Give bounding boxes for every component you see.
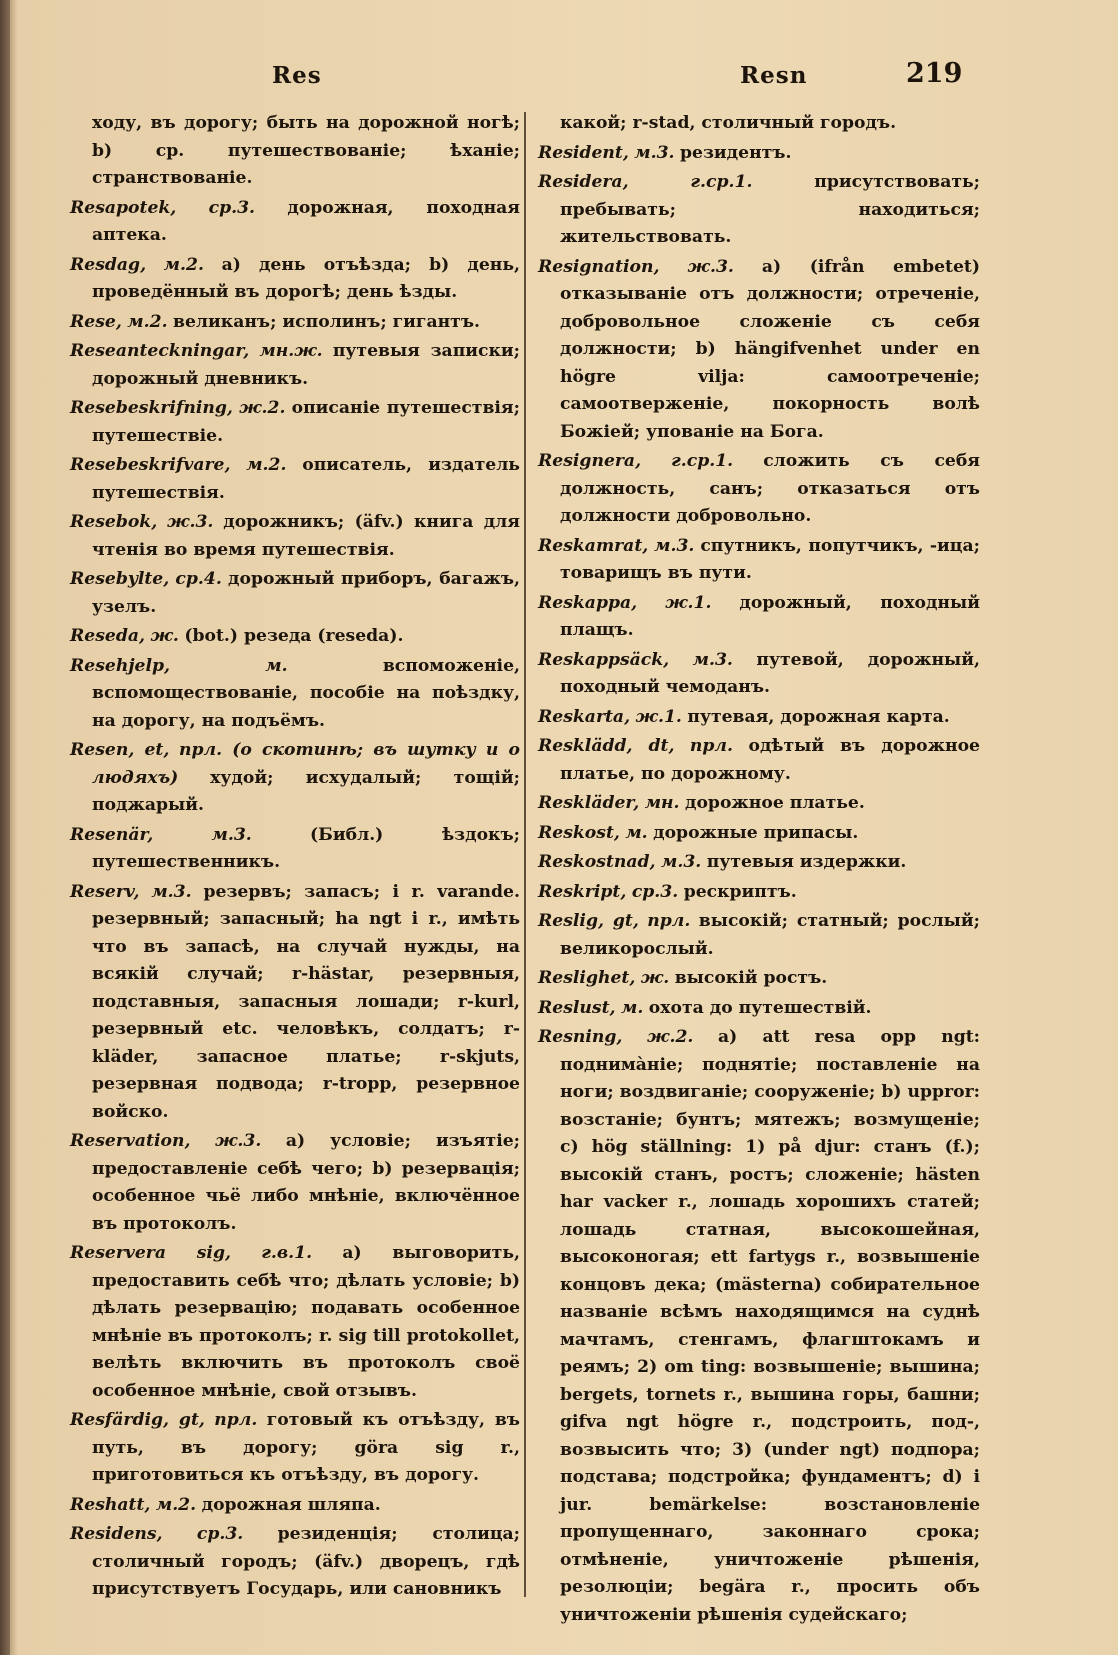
- definition: путевыя издержки.: [706, 852, 907, 872]
- definition: резидентъ.: [680, 142, 792, 163]
- grammar-label: ж.1.: [665, 592, 712, 613]
- headword: Reskostnad,: [538, 852, 656, 872]
- headword: Reskläder,: [538, 793, 640, 813]
- headword: Resebylte,: [70, 569, 170, 589]
- dictionary-entry: [538, 169, 980, 252]
- headword: Reservation,: [70, 1131, 191, 1151]
- left-guide-word: Res: [272, 62, 322, 89]
- grammar-label: ж.3.: [214, 1131, 262, 1151]
- definition: резиденція; столица; столичный городъ; (äfv.) дворецъ, гдѣ присутствуетъ Государь, или сановникъ: [92, 1524, 520, 1599]
- grammar-label: м.2.: [127, 311, 168, 332]
- headword: Reskappsäck,: [538, 649, 670, 670]
- book-spine-shadow: [0, 0, 10, 1655]
- headword: Resebok,: [70, 512, 158, 532]
- definition: дорожный приборъ, багажъ, узелъ.: [92, 569, 520, 617]
- dictionary-entry: [70, 1407, 520, 1490]
- grammar-label: мн.: [644, 793, 680, 813]
- dictionary-entry: [538, 590, 980, 645]
- definition: ходу, въ дорогу; быть на дорожной ногѣ; b) ср. путешествованіе; ѣханіе; странствованіе.: [92, 113, 520, 188]
- definition: (Библ.) ѣздокъ; путешественникъ.: [92, 824, 520, 872]
- headword: Resebeskrifvare,: [70, 455, 231, 475]
- grammar-label: ср.3.: [631, 881, 679, 902]
- grammar-label: ср.3.: [208, 197, 256, 218]
- definition: (bot.) резеда (reseda).: [184, 626, 404, 646]
- dictionary-entry: [70, 623, 520, 651]
- dictionary-entry: [538, 254, 980, 447]
- dictionary-entry: [70, 653, 520, 736]
- headword: Rese,: [70, 311, 122, 332]
- dictionary-entry: [70, 110, 520, 193]
- column-divider: [524, 112, 526, 1597]
- headword: Reserv,: [70, 881, 140, 902]
- headword: Resdag,: [70, 254, 147, 275]
- definition: дорожникъ; (äfv.) книга для чтенія во время путешествія.: [92, 512, 521, 560]
- grammar-label: прл.: [689, 736, 733, 756]
- grammar-label: ж.3.: [687, 256, 734, 277]
- grammar-label: г.в.1.: [261, 1243, 313, 1263]
- grammar-label: ж.2.: [239, 398, 286, 418]
- dictionary-entry: [538, 965, 980, 993]
- headword: Resehjelp,: [70, 655, 171, 676]
- grammar-label: прл.: [647, 911, 691, 931]
- headword: Reskost,: [538, 822, 620, 843]
- page-header: [0, 58, 1118, 98]
- grammar-label: ж.: [640, 968, 670, 988]
- headword: Residera,: [538, 172, 629, 192]
- grammar-label: ср.4.: [175, 569, 222, 589]
- right-guide-word: Resn: [740, 62, 808, 89]
- grammar-label: м.2.: [163, 254, 204, 275]
- headword: Reslighet,: [538, 968, 636, 988]
- dictionary-entry: [70, 1240, 520, 1405]
- headword: Reskarta,: [538, 706, 631, 727]
- dictionary-entry: [70, 737, 520, 820]
- definition: a) условіе; изъятіе; предоставленіе себѣ чего; b) резервація; особенное чьё либо мнѣніе, включённое въ протоколъ.: [92, 1131, 521, 1234]
- dictionary-entry: [70, 822, 520, 877]
- dictionary-entry: [538, 1024, 980, 1629]
- headword: Resebeskrifning,: [70, 398, 233, 418]
- left-column: [70, 110, 520, 1606]
- dictionary-entry: [538, 647, 980, 702]
- grammar-label: м.: [621, 997, 644, 1018]
- definition: сложить съ себя должность, санъ; отказаться отъ должности добровольно.: [560, 451, 981, 526]
- definition: охота до путешествій.: [648, 997, 872, 1018]
- dictionary-entry: [538, 140, 980, 168]
- grammar-label: г.ср.1.: [690, 172, 753, 192]
- grammar-label: м.3.: [211, 824, 252, 845]
- definition: путевой, дорожный, походный чемоданъ.: [560, 649, 981, 697]
- headword: Reslust,: [538, 997, 616, 1018]
- definition: дорожный, походный плащъ.: [560, 592, 980, 640]
- definition: путевая, дорожная карта.: [687, 706, 950, 727]
- headword: Resklädd, dt,: [538, 736, 675, 756]
- dictionary-entry: [70, 338, 520, 393]
- grammar-label: прл.: [214, 1410, 258, 1430]
- grammar-label: м.3.: [654, 535, 695, 556]
- headword: Reseda,: [70, 626, 145, 646]
- grammar-label: м.3.: [661, 852, 702, 872]
- grammar-label: г.ср.1.: [671, 451, 734, 471]
- dictionary-entry: [538, 448, 980, 531]
- grammar-label: м.: [265, 655, 288, 676]
- headword: Resfärdig, gt,: [70, 1410, 205, 1430]
- grammar-label: м.2.: [155, 1494, 197, 1515]
- dictionary-entry: [538, 110, 980, 138]
- headword: Reservera sig,: [70, 1243, 231, 1263]
- headword: Reskamrat,: [538, 535, 649, 556]
- headword: Reseanteckningar,: [70, 341, 250, 361]
- headword: Reskappa,: [538, 592, 638, 613]
- dictionary-entry: [70, 879, 520, 1127]
- headword: Resapotek,: [70, 197, 177, 218]
- grammar-label: м.2.: [246, 455, 287, 475]
- right-column: [538, 110, 980, 1631]
- dictionary-entry: [70, 452, 520, 507]
- dictionary-entry: [70, 1492, 520, 1520]
- headword: Reslig, gt,: [538, 911, 639, 931]
- dictionary-entry: [70, 1128, 520, 1238]
- dictionary-entry: [538, 995, 980, 1023]
- definition: спутникъ, попутчикъ, -ица; товарищъ въ пути.: [560, 535, 980, 583]
- grammar-label: м.3.: [692, 649, 733, 670]
- grammar-label: м.: [625, 822, 648, 843]
- definition: описатель, издатель путешествія.: [92, 455, 520, 503]
- dictionary-entry: [70, 252, 520, 307]
- grammar-label: ж.: [150, 626, 179, 646]
- grammar-label: мн.ж.: [259, 341, 323, 361]
- dictionary-entry: [70, 195, 520, 250]
- definition: дорожные припасы.: [653, 822, 859, 843]
- headword: Resignation,: [538, 256, 660, 277]
- headword: Resning,: [538, 1027, 623, 1047]
- definition: вспоможеніе, вспомоществованіе, пособіе на поѣздку, на дорогу, на подъёмъ.: [92, 655, 521, 731]
- headword: Resenär,: [70, 824, 154, 845]
- grammar-label: м.3.: [151, 881, 192, 902]
- dictionary-entry: [538, 820, 980, 848]
- dictionary-entry: [70, 1521, 520, 1604]
- dictionary-entry: [538, 704, 980, 732]
- grammar-label: м.3.: [634, 142, 675, 163]
- definition: великанъ; исполинъ; гигантъ.: [173, 311, 480, 332]
- definition: дорожная, походная аптека.: [92, 197, 520, 245]
- headword: Reskript,: [538, 881, 627, 902]
- definition: описаніе путешествія; путешествіе.: [92, 398, 520, 446]
- definition: резервъ; запасъ; i r. varande. резервный; запасный; ha ngt i r., имѣть что въ запасѣ, на случай нужды, на всякій случай; r-hästar, резервныя, подставныя, запасныя лошади; r-kurl, резервный etc. человѣкъ, солдатъ; r-kläder, запасное платье; r-skjuts, резервная подвода; r-tropp, резервное войско.: [92, 881, 520, 1122]
- dictionary-entry: [70, 566, 520, 621]
- dictionary-entry: [70, 395, 520, 450]
- definition: a) день отъѣзда; b) день, проведённый въ дорогѣ; день ѣзды.: [92, 254, 521, 302]
- definition: дорожная шляпа.: [201, 1494, 381, 1515]
- grammar-label: ср.3.: [196, 1524, 244, 1544]
- definition: присутствовать; пребывать; находиться; жительствовать.: [560, 172, 981, 247]
- definition: a) att resa opp ngt: поднимàніе; поднятіе; поставленіе на ноги; воздвиганіе; сооруженіе; b) uppror: возстаніе; бунтъ; мятежъ; возмущеніе; c) hög ställning: 1) på djur: станъ (f.); высокій станъ, ростъ; сложеніе; hästen har vacker r., лошадь хорошихъ статей; лошадь статная, высокошейная, высоконогая; ett fartygs r., возвышеніе концовъ дека; (mästerna) собирательное названіе всѣмъ находящимся на суднѣ мачтамъ, стенгамъ, флагштокамъ и реямъ; 2) om ting: возвышеніе; вышина; bergets, tornets r., вышина горы, башни; gifva ngt högre r., подстроить, под-, возвысить что; 3) (under ngt) подпора; подстава; подстройка; фундаментъ; d) i jur. bemärkelse: возстановленіе пропущеннаго, законнаго срока; отмѣненіе, уничтоженіе рѣшенія, резолюціи; begära r., просить объ уничтоженіи рѣшенія судейскаго;: [560, 1027, 980, 1625]
- headword: Resen, et,: [70, 740, 170, 760]
- definition: дорожное платье.: [685, 793, 865, 813]
- dictionary-entry: [538, 790, 980, 818]
- dictionary-entry: [538, 533, 980, 588]
- dictionary-entry: [538, 733, 980, 788]
- definition: какой; r-stad, столичный городъ.: [560, 113, 897, 133]
- grammar-label: ж.1.: [635, 706, 682, 727]
- headword: Resignera,: [538, 451, 642, 471]
- grammar-label: прл. (о скотинѣ; въ шутку и о людяхъ): [92, 740, 521, 788]
- definition: высокій; статный; рослый; великорослый.: [560, 911, 981, 959]
- dictionary-entry: [70, 309, 520, 337]
- page-number: 219: [906, 58, 963, 89]
- headword: Reshatt,: [70, 1494, 151, 1515]
- grammar-label: ж.3.: [167, 512, 214, 532]
- dictionary-entry: [538, 908, 980, 963]
- definition: рескриптъ.: [683, 881, 797, 902]
- definition: готовый къ отъѣзду, въ путь, въ дорогу; göra sig r., приготовиться къ отъѣзду, въ дорогу.: [92, 1410, 520, 1485]
- dictionary-entry: [538, 849, 980, 877]
- definition: худой; исхудалый; тощій; поджарый.: [92, 767, 520, 815]
- definition: a) (ifrån embetet) отказываніе отъ должности; отреченіе, добровольное сложеніе съ себя должности; b) hängifvenhet under en högre vilja: самоотреченіе; самоотверженіе, покорность волѣ Божіей; упованіе на Бога.: [560, 256, 980, 442]
- definition: одѣтый въ дорожное платье, по дорожному.: [560, 736, 980, 784]
- definition: a) выговорить, предоставить себѣ что; дѣлать условіе; b) дѣлать резервацію; подавать особенное мнѣніе въ протоколъ; r. sig till protokollet, велѣть включить въ протоколъ своё особенное мнѣніе, свой отзывъ.: [92, 1243, 520, 1401]
- dictionary-entry: [538, 879, 980, 907]
- headword: Resident,: [538, 142, 629, 163]
- dictionary-entry: [70, 509, 520, 564]
- definition: путевыя записки; дорожный дневникъ.: [92, 341, 520, 389]
- headword: Residens,: [70, 1524, 163, 1544]
- grammar-label: ж.2.: [647, 1027, 694, 1047]
- definition: высокій ростъ.: [674, 968, 828, 988]
